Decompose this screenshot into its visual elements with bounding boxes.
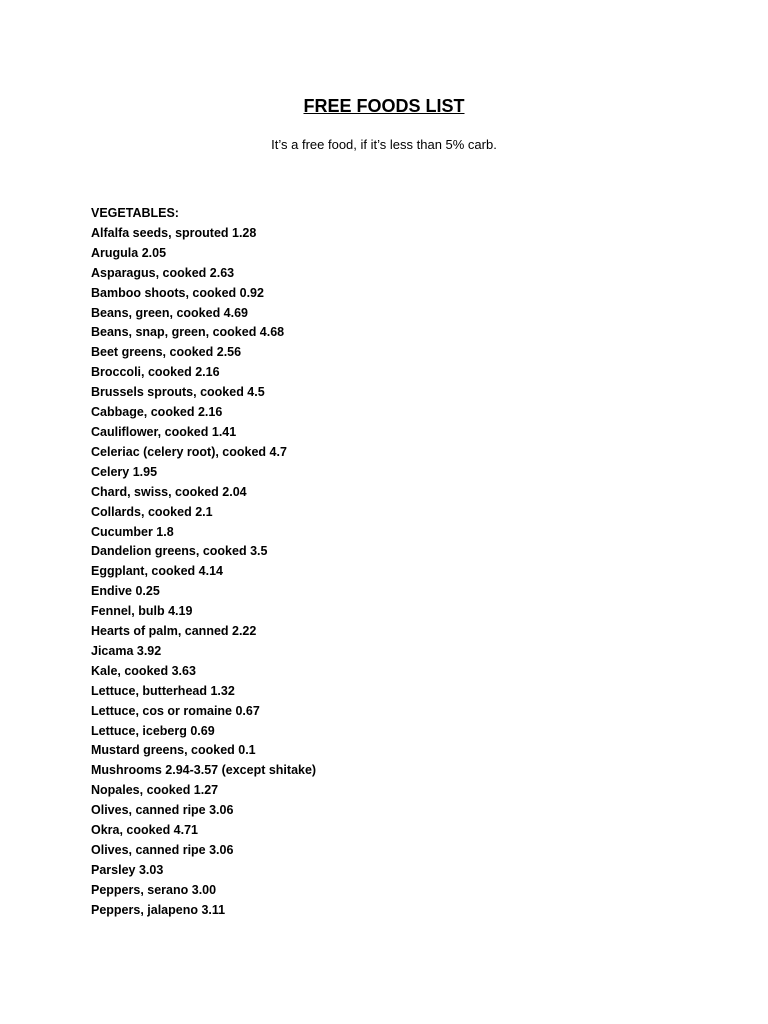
list-item: Fennel, bulb 4.19 bbox=[91, 604, 193, 619]
list-item: Mustard greens, cooked 0.1 bbox=[91, 743, 256, 758]
list-item: Broccoli, cooked 2.16 bbox=[91, 365, 220, 380]
list-item: Alfalfa seeds, sprouted 1.28 bbox=[91, 225, 257, 240]
list-item: Okra, cooked 4.71 bbox=[91, 823, 199, 838]
vegetables-section bbox=[91, 204, 691, 921]
list-item: Cucumber 1.8 bbox=[91, 524, 174, 539]
list-item: Asparagus, cooked 2.63 bbox=[91, 265, 235, 280]
list-item: Bamboo shoots, cooked 0.92 bbox=[91, 285, 264, 300]
list-item: Chard, swiss, cooked 2.04 bbox=[91, 484, 247, 499]
list-item: Arugula 2.05 bbox=[91, 245, 167, 260]
list-item: Mushrooms 2.94-3.57 (except shitake) bbox=[91, 763, 317, 778]
list-item: Kale, cooked 3.63 bbox=[91, 663, 196, 678]
list-item: Parsley 3.03 bbox=[91, 862, 164, 877]
list-item: Olives, canned ripe 3.06 bbox=[91, 843, 234, 857]
document-subtitle: It’s a free food, if it’s less than 5% carb. bbox=[271, 137, 497, 152]
food-list bbox=[91, 224, 691, 921]
list-item: Eggplant, cooked 4.14 bbox=[91, 564, 223, 579]
list-item: Celeriac (celery root), cooked 4.7 bbox=[91, 444, 287, 459]
document-title: FREE FOODS LIST bbox=[303, 96, 465, 116]
list-item: Peppers, jalapeno 3.11 bbox=[91, 902, 226, 917]
list-item: Lettuce, cos or romaine 0.67 bbox=[91, 703, 260, 718]
list-item: Lettuce, butterhead 1.32 bbox=[91, 683, 235, 698]
list-item: Brussels sprouts, cooked 4.5 bbox=[91, 385, 265, 400]
list-item: Lettuce, iceberg 0.69 bbox=[91, 723, 215, 738]
list-item: Peppers, serano 3.00 bbox=[91, 882, 217, 897]
list-item: Jicama 3.92 bbox=[91, 643, 162, 658]
list-item: Nopales, cooked 1.27 bbox=[91, 783, 219, 798]
list-item: Collards, cooked 2.1 bbox=[91, 504, 213, 519]
list-item: Olives, canned ripe 3.06 bbox=[91, 803, 234, 818]
list-item: Endive 0.25 bbox=[91, 584, 160, 599]
list-item: Cabbage, cooked 2.16 bbox=[91, 405, 223, 420]
list-item: Hearts of palm, canned 2.22 bbox=[91, 624, 257, 639]
list-item: Cauliflower, cooked 1.41 bbox=[91, 424, 237, 439]
list-item: Beans, green, cooked 4.69 bbox=[91, 305, 249, 320]
list-item: Dandelion greens, cooked 3.5 bbox=[91, 544, 268, 559]
section-heading: VEGETABLES: bbox=[91, 206, 179, 220]
list-item: Celery 1.95 bbox=[91, 464, 158, 479]
list-item: Beet greens, cooked 2.56 bbox=[91, 345, 242, 360]
list-item: Beans, snap, green, cooked 4.68 bbox=[91, 325, 285, 340]
